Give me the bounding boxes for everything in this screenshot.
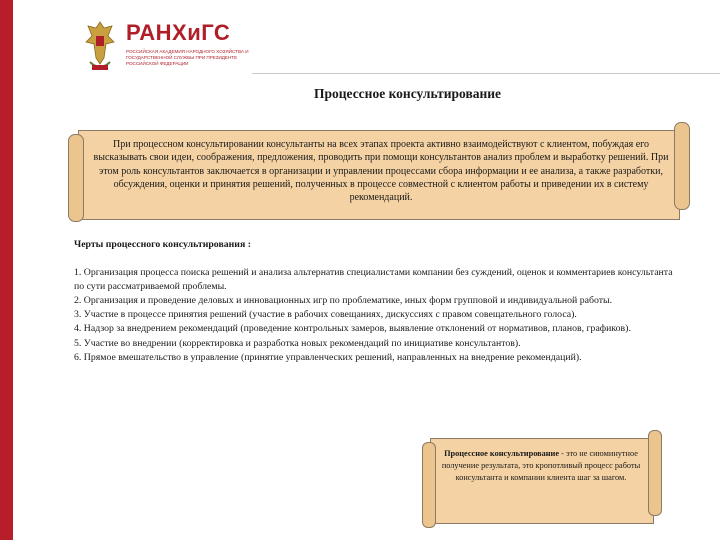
scroll-roll-right <box>674 122 690 210</box>
summary-text <box>438 448 644 485</box>
scroll-roll-left <box>422 442 436 528</box>
ranepa-logo <box>84 18 249 78</box>
left-accent-bar <box>0 0 13 540</box>
logo-subtitle: РОССИЙСКАЯ АКАДЕМИЯ НАРОДНОГО ХОЗЯЙСТВА И ГОСУДАРСТВЕННОЙ СЛУЖБЫ ПРИ ПРЕЗИДЕНТЕ РОССИЙСКОЙ ФЕДЕРАЦИИ <box>126 49 249 66</box>
feature-item: 4. Надзор за внедрением рекомендаций (проведение контрольных замеров, выявление отклонений от нормативов, планов, графиков). <box>74 323 631 335</box>
features-heading: Черты процессного консультирования : <box>74 239 251 250</box>
page-title: Процессное консультирование <box>314 86 502 101</box>
feature-item: 3. Участие в процессе принятия решений (участие в рабочих совещаниях, дискуссиях с правом совещательного голоса). <box>74 309 577 321</box>
scroll-roll-right <box>648 430 662 516</box>
summary-term: Процессное консультирование <box>444 449 560 458</box>
feature-item: 1. Организация процесса поиска решений и анализа альтернатив специалистами компании без суждений, оценок и комментариев консультанта по сути рассматриваемой проблемы. <box>74 267 673 293</box>
logo-brand-text: РАНХиГС <box>126 20 231 45</box>
scroll-roll-left <box>68 134 84 222</box>
feature-item: 2. Организация и проведение деловых и инновационных игр по проблематике, иных форм групповой и индивидуальной работы. <box>74 295 613 307</box>
features-section <box>74 238 684 365</box>
header-divider <box>252 73 720 74</box>
feature-item: 5. Участие во внедрении (корректировка и разработка новых рекомендаций по инициативе консультантов). <box>74 337 521 349</box>
intro-text: При процессном консультировании консультанты на всех этапах проекта активно взаимодействуют с клиентом, побуждая его высказывать свои идеи, соображения, предложения, проводить при помощи консультантов анализ проблем и выработку решений. При этом роль консультантов заключается в организации и управлении процессами сбора информации и ее анализа, а также разработки, обсуждения, оценки и принятия решений, полученных в процессе совместной с клиентом работы и приведении их в систему рекомендаций. <box>93 139 669 204</box>
intro-scroll-box <box>68 122 692 222</box>
eagle-emblem-icon <box>84 18 116 74</box>
summary-definition: - это не сиюминутное получение результата, это кропотливый процесс работы консультанта и компании клиента шаг за шагом. <box>441 449 641 483</box>
feature-item: 6. Прямое вмешательство в управление (принятие управленческих решений, направленных на внедрение рекомендаций). <box>74 351 582 363</box>
summary-scroll-box <box>422 430 666 534</box>
